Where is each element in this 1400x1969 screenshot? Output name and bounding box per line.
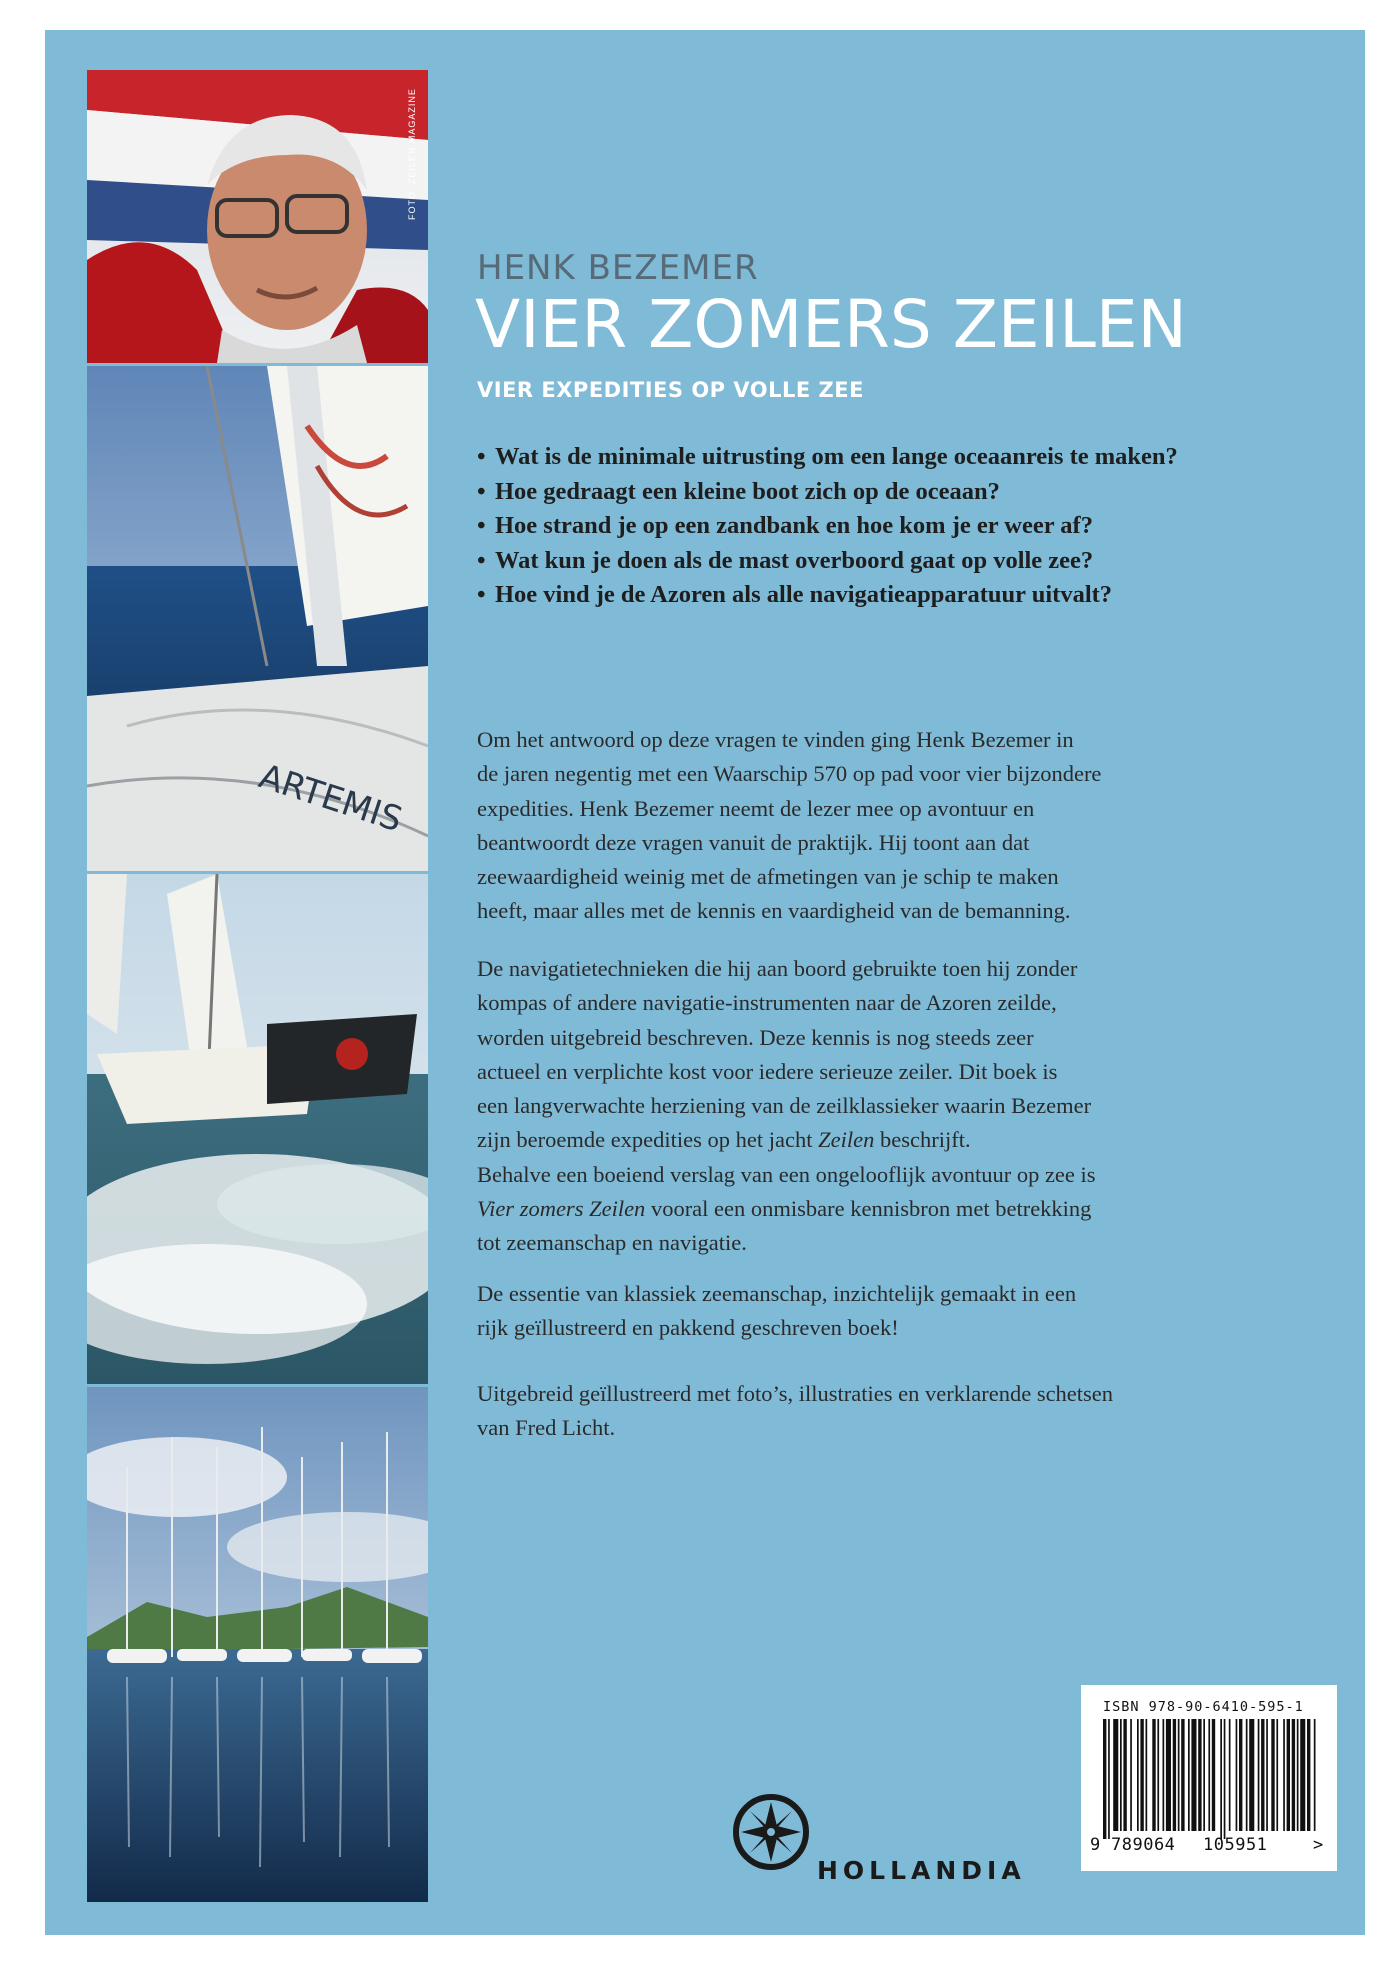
question-item: • Wat kun je doen als de mast overboord gaat op volle zee? xyxy=(477,546,1094,574)
barcode-bar xyxy=(1140,1719,1143,1831)
book-title-reference: Vier zomers Zeilen xyxy=(477,1196,646,1222)
barcode-bar xyxy=(1181,1719,1184,1831)
isbn-label: ISBN 978-90-6410-595-1 xyxy=(1103,1699,1304,1715)
question-item: • Hoe strand je op een zandbank en hoe kom je er weer af? xyxy=(477,512,1093,539)
author-name: HENK BEZEMER xyxy=(477,248,759,288)
barcode-bar xyxy=(1258,1719,1260,1831)
author-portrait-photo xyxy=(87,70,428,363)
barcode-bar xyxy=(1292,1719,1295,1831)
barcode-bar xyxy=(1198,1719,1201,1831)
question-list xyxy=(477,440,1267,613)
barcode-bar xyxy=(1120,1719,1122,1831)
barcode-bar xyxy=(1229,1719,1231,1831)
barcode-bar xyxy=(1157,1719,1159,1831)
book-back-cover xyxy=(45,30,1365,1935)
book-subtitle: VIER EXPEDITIES OP VOLLE ZEE xyxy=(477,378,864,402)
compass-rose-icon xyxy=(731,1792,811,1872)
barcode-bar xyxy=(1146,1719,1148,1831)
barcode-bar xyxy=(1113,1719,1118,1831)
barcode-bar xyxy=(1173,1719,1176,1831)
marina-photo xyxy=(87,1387,428,1902)
barcode-bar xyxy=(1249,1719,1254,1831)
question-item: • Hoe gedraagt een kleine boot zich op de oceaan? xyxy=(477,477,1000,505)
barcode-bar xyxy=(1123,1719,1126,1831)
barcode-bar xyxy=(1130,1719,1132,1831)
blurb-paragraph-1: Om het antwoord op deze vragen te vinden ging Henk Bezemer in de jaren negentig met een Waarschip 570 op pad voor vier bijzondere expedities. Henk Bezemer neemt de lezer mee op avontuur en beantwoordt deze vragen vanuit de praktijk. Hij toont aan dat zeewaardigheid weinig met de afmetingen van je schip te maken heeft, maar alles met de kennis en vaardigheid van de bemanning. xyxy=(477,727,1102,924)
barcode-bar xyxy=(1163,1719,1165,1831)
barcode-right-group: 105951 xyxy=(1203,1835,1268,1855)
barcode-bar xyxy=(1203,1719,1205,1831)
blurb-paragraph-2: De navigatietechnieken die hij aan boord gebruikte toen hij zonder kompas of andere navigatie-instrumenten naar de Azoren zeilde, worden uitgebreid beschreven. Deze kennis is nog steeds zeer actueel en verplichte kost voor iedere serieuze zeiler. Dit boek is een langverwachte herziening van de zeilklassieker waarin Bezemer zijn beroemde expedities op het jacht Zeilen beschrijft. Behalve een boeiend verslag van een ongelooflijk avontuur op zee is Vier zomers Zeilen vooral een onmisbare kennisbron met betrekking tot zeemanschap en navigatie. xyxy=(477,956,1096,1256)
barcode-bar xyxy=(1236,1719,1238,1831)
barcode-bar xyxy=(1276,1719,1278,1831)
magazine-name: Zeilen xyxy=(818,1127,875,1153)
barcode-bar xyxy=(1178,1719,1180,1831)
barcode-bar xyxy=(1224,1719,1226,1839)
barcode-quiet-mark: > xyxy=(1313,1835,1324,1855)
barcode-bar xyxy=(1103,1719,1106,1839)
svg-text:ARTEMIS: ARTEMIS xyxy=(254,756,407,841)
isbn-barcode xyxy=(1081,1685,1337,1871)
broken-mast-photo xyxy=(87,874,428,1384)
barcode-bar xyxy=(1208,1719,1210,1831)
barcode-bar xyxy=(1246,1719,1248,1831)
barcode-bar xyxy=(1152,1719,1155,1831)
barcode-bar xyxy=(1314,1719,1316,1831)
blurb-paragraph-3: De essentie van klassiek zeemanschap, inzichtelijk gemaakt in een rijk geïllustreerd en pakkend geschreven boek! xyxy=(477,1281,1077,1341)
barcode-bar xyxy=(1220,1719,1222,1839)
barcode-bar xyxy=(1137,1719,1139,1831)
barcode-bar xyxy=(1271,1719,1274,1831)
barcode-left-group: 789064 xyxy=(1111,1835,1176,1855)
barcode-bar xyxy=(1283,1719,1285,1831)
barcode-bar xyxy=(1239,1719,1242,1831)
photo-credit: FOTO: ZEILEN MAGAZINE xyxy=(407,88,417,220)
barcode-bar xyxy=(1188,1719,1190,1831)
question-item: • Hoe vind je de Azoren als alle navigatieapparatuur uitvalt? xyxy=(477,581,1113,608)
barcode-bar xyxy=(1266,1719,1268,1831)
barcode-bar xyxy=(1300,1719,1305,1831)
barcode-bar xyxy=(1297,1719,1299,1831)
barcode-bar xyxy=(1108,1719,1110,1839)
barcode-bar xyxy=(1166,1719,1171,1831)
barcode-bars xyxy=(1093,1719,1325,1839)
barcode-bar xyxy=(1212,1719,1215,1831)
barcode-bar xyxy=(1261,1719,1264,1831)
question-item: • Wat is de minimale uitrusting om een lange oceaanreis te maken? xyxy=(477,443,1178,470)
sailboat-deck-photo xyxy=(87,366,428,871)
publisher-name: HOLLANDIA xyxy=(817,1856,1026,1885)
barcode-bar xyxy=(1307,1719,1310,1831)
barcode-bar xyxy=(1287,1719,1290,1831)
blurb-paragraph-4: Uitgebreid geïllustreerd met foto’s, illustraties en verklarende schetsen van Fred Licht. xyxy=(477,1381,1114,1441)
book-title: VIER ZOMERS ZEILEN xyxy=(475,286,1187,363)
barcode-bar xyxy=(1191,1719,1196,1831)
barcode-first-digit: 9 xyxy=(1090,1835,1101,1855)
